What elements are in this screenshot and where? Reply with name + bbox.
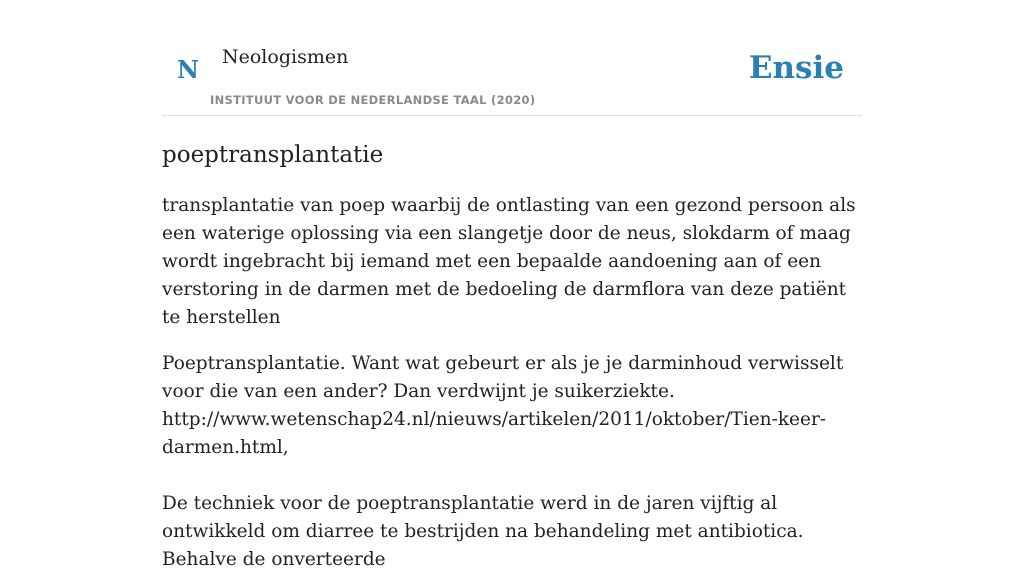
source-subtitle: INSTITUUT VOOR DE NEDERLANDSE TAAL (2020)	[210, 93, 536, 107]
ensie-logo[interactable]: Ensie	[748, 50, 844, 86]
entry-example: De techniek voor de poeptransplantatie werd in de jaren vijftig al ontwikkeld om diarree te bestrijden na behandeling met antibiotica. Behalve de onverteerde	[162, 493, 804, 570]
entry-term: poeptransplantatie	[162, 142, 384, 168]
source-header	[162, 0, 862, 116]
source-logo-icon: N	[177, 55, 199, 84]
source-title[interactable]: Neologismen	[222, 46, 349, 68]
entry-definition: transplantatie van poep waarbij de ontlasting van een gezond persoon als een waterige oplossing via een slangetje door de neus, slokdarm of maag wordt ingebracht bij iemand met een bepaalde aandoening aan of een verstoring in de darmen met de bedoeling de darmflora van deze patiënt te herstellen	[162, 195, 856, 328]
entry-card	[162, 0, 862, 574]
entry-example: Poeptransplantatie. Want wat gebeurt er als je je darminhoud verwisselt voor die van een ander? Dan verdwijnt je suikerziekte. http://www.wetenschap24.nl/nieuws/artikelen/2011/oktober/Tien-keer-darmen.html,	[162, 353, 844, 458]
